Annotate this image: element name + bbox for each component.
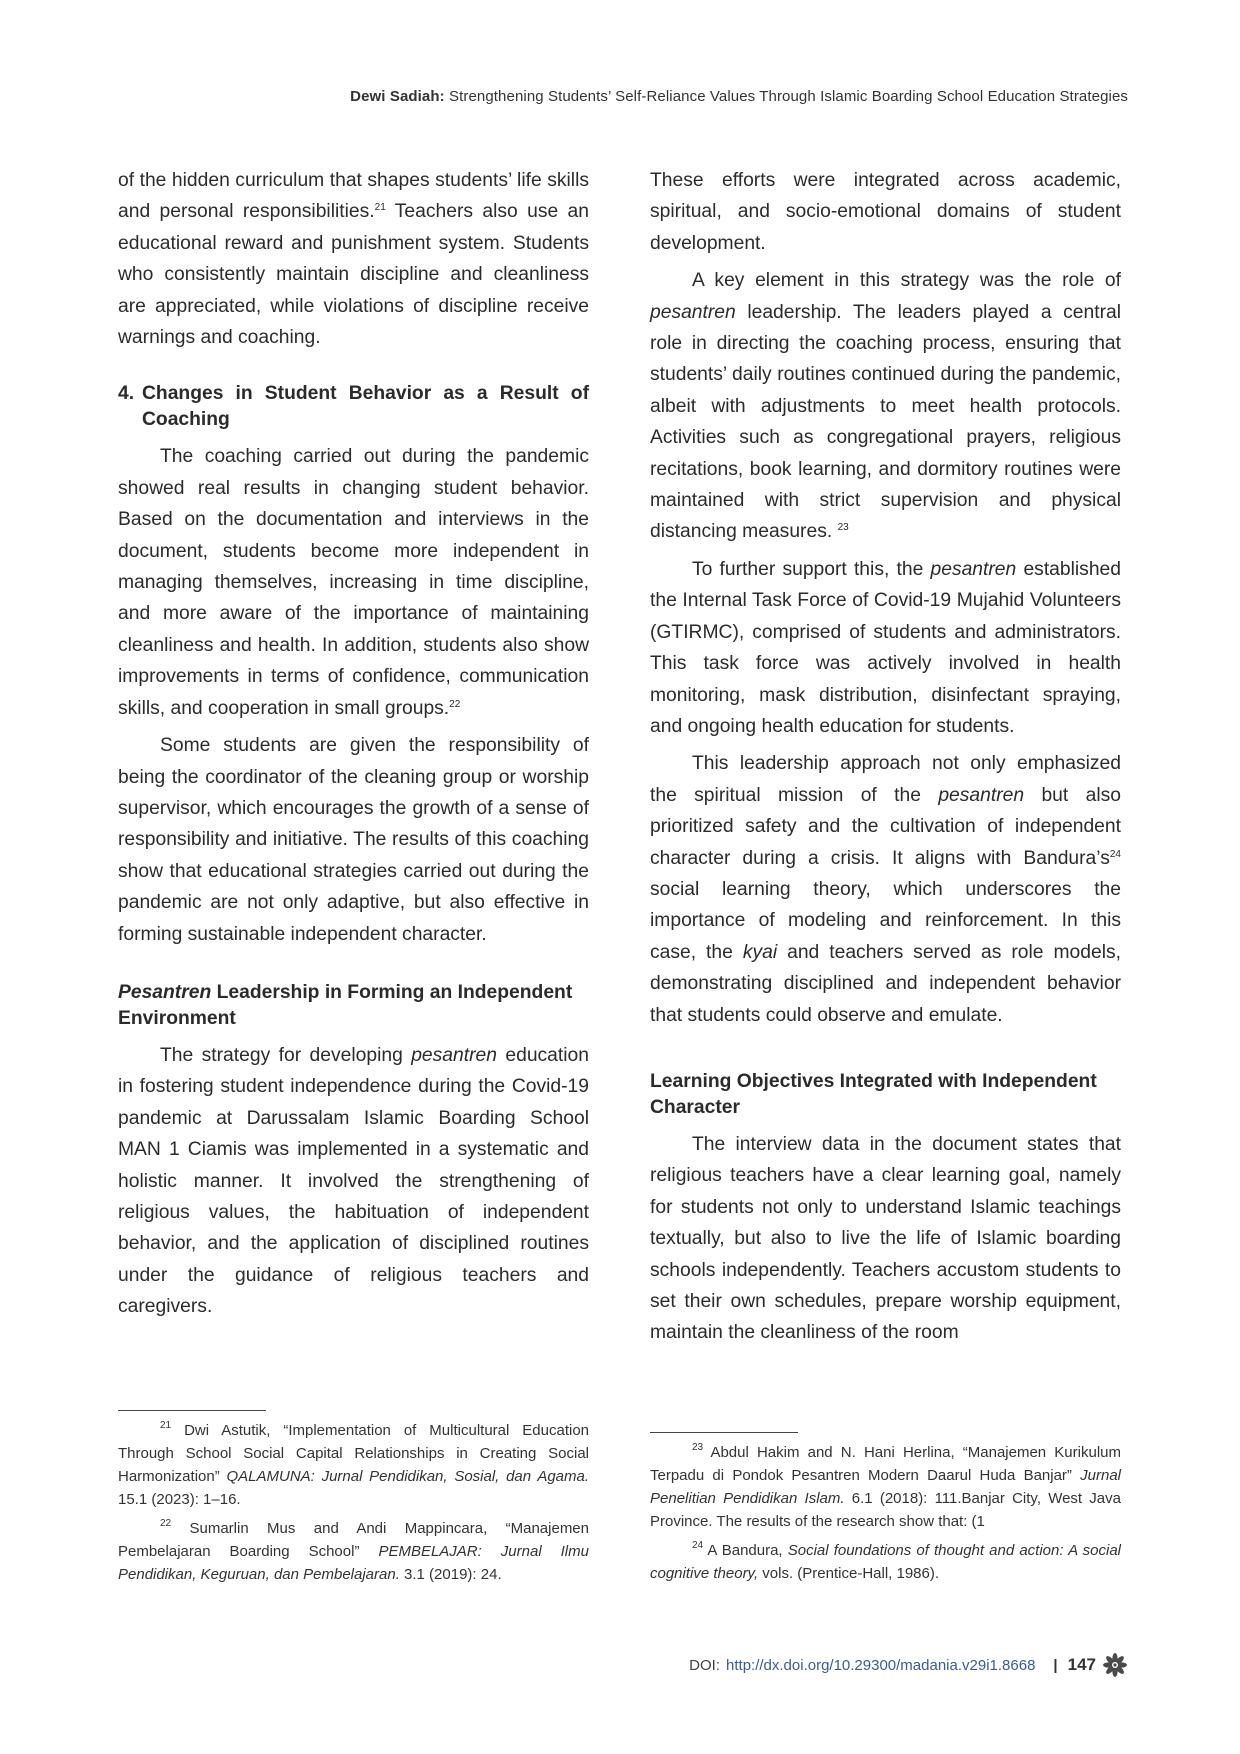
paragraph: The coaching carried out during the pandemic showed real results in changing student behavior. Based on the documentation and interviews in the document, students become more independent in managing themselves, increasing in time discipline, and more aware of the importance of maintaining cleanliness and health. In addition, students also show improvements in terms of confidence, communication skills, and cooperation in small groups.$^{22}$ (118, 446, 589, 719)
footnote-divider (118, 1410, 266, 1411)
flower-ornament-icon (1102, 1652, 1128, 1678)
section-heading-learning-objectives: Learning Objectives Integrated with Independent Character (650, 1070, 1097, 1118)
paragraph: The interview data in the document states that religious teachers have a clear learning goal, namely for students not only to understand Islamic teachings textually, but also to live the life of Islamic boarding schools independently. Teachers accustom students to set their own schedules, prepare worship equipment, maintain the cleanliness of the room (650, 1133, 1121, 1344)
paragraph: These efforts were integrated across academic, spiritual, and socio-emotional domains of student development. (650, 170, 1121, 254)
footnote-24: $^{24}$ A Bandura, Social foundations of thought and action: A social cognitive theory, vols. (Prentice-Hall, 1986). (650, 1540, 1121, 1582)
header-author: Dewi Sadiah: (350, 88, 445, 105)
header-title: Strengthening Students’ Self-Reliance Values Through Islamic Boarding School Education Strategies (449, 88, 1128, 105)
footnotes-right (650, 1432, 1121, 1591)
footnote-ref[interactable]: 23 (837, 522, 849, 534)
footer-separator: | (1053, 1656, 1058, 1674)
doi-link[interactable]: http://dx.doi.org/10.29300/madania.v29i1.8668 (726, 1656, 1036, 1674)
page-footer (689, 1652, 1128, 1678)
footnote-ref[interactable]: 21 (374, 202, 386, 214)
footnote-ref[interactable]: 22 (449, 698, 461, 710)
footnote-23: $^{23}$ Abdul Hakim and N. Hani Herlina, “Manajemen Kurikulum Terpadu di Pondok Pesantren Modern Daarul Huda Banjar” Jurnal Penelitian Pendidikan Islam. 6.1 (2018): 111.Banjar City, West Java Province. The results of the research show that: (1 (650, 1442, 1121, 1530)
footnotes-left (118, 1410, 589, 1592)
paragraph: A key element in this strategy was the role of pesantren leadership. The leaders played a central role in directing the coaching process, ensuring that students’ daily routines continued during the pandemic, albeit with adjustments to meet health protocols. Activities such as congregational prayers, religious recitations, book learning, and dormitory routines were maintained with strict supervision and physical distancing measures. $^{23}$ (650, 270, 1121, 543)
right-column (650, 170, 1121, 1355)
paragraph: This leadership approach not only emphasized the spiritual mission of the pesantren but also prioritized safety and the cultivation of independent character during a crisis. It aligns with $Bandura’s^{24}$ social learning theory, which underscores the importance of modeling and reinforcement. In this case, the kyai and teachers served as role models, demonstrating disciplined and independent behavior that students could observe and emulate. (650, 753, 1122, 1026)
paragraph: of the hidden curriculum that shapes students’ life skills and personal responsibilities.$^{21}$ Teachers also use an educational reward and punishment system. Students who consistently maintain discipline and cleanliness are appreciated, while violations of discipline receive warnings and coaching. (118, 170, 589, 349)
paragraph: To further support this, the pesantren established the Internal Task Force of Covid-19 Mujahid Volunteers (GTIRMC), comprised of students and administrators. This task force was actively involved in health monitoring, mask distribution, disinfectant spraying, and ongoing health education for students. (650, 558, 1121, 737)
footnote-22: $^{22}$ Sumarlin Mus and Andi Mappincara, “Manajemen Pembelajaran Boarding School” PEMBELAJAR: Jurnal Ilmu Pendidikan, Keguruan, dan Pembelajaran. 3.1 (2019): 24. (118, 1518, 589, 1583)
section-heading-4: 4. Changes in Student Behavior as a Result of Coaching (118, 383, 589, 431)
paragraph: Some students are given the responsibility of being the coordinator of the cleaning group or worship supervisor, which encourages the growth of a sense of responsibility and initiative. The results of this coaching show that educational strategies carried out during the pandemic are not only adaptive, but also effective in forming sustainable independent character. (118, 735, 589, 945)
footnote-21: $^{21}$ Dwi Astutik, “Implementation of Multicultural Education Through School Social Capital Relationships in Creating Social Harmonization” QALAMUNA: Jurnal Pendidikan, Sosial, dan Agama. 15.1 (2023): 1–16. (118, 1420, 590, 1508)
left-column (118, 170, 589, 1329)
page-number: 147 (1067, 1655, 1096, 1674)
section-heading-leadership: Pesantren Leadership in Forming an Independent Environment (118, 981, 573, 1029)
doi-label: DOI: (689, 1656, 721, 1674)
footnote-divider (650, 1432, 798, 1433)
footnote-ref[interactable]: 24 (1109, 848, 1121, 860)
running-head (350, 88, 1128, 105)
paragraph: The strategy for developing pesantren education in fostering student independence during the Covid-19 pandemic at Darussalam Islamic Boarding School MAN 1 Ciamis was implemented in a systematic and holistic manner. It involved the strengthening of religious values, the habituation of independent behavior, and the application of disciplined routines under the guidance of religious teachers and caregivers. (118, 1044, 589, 1318)
